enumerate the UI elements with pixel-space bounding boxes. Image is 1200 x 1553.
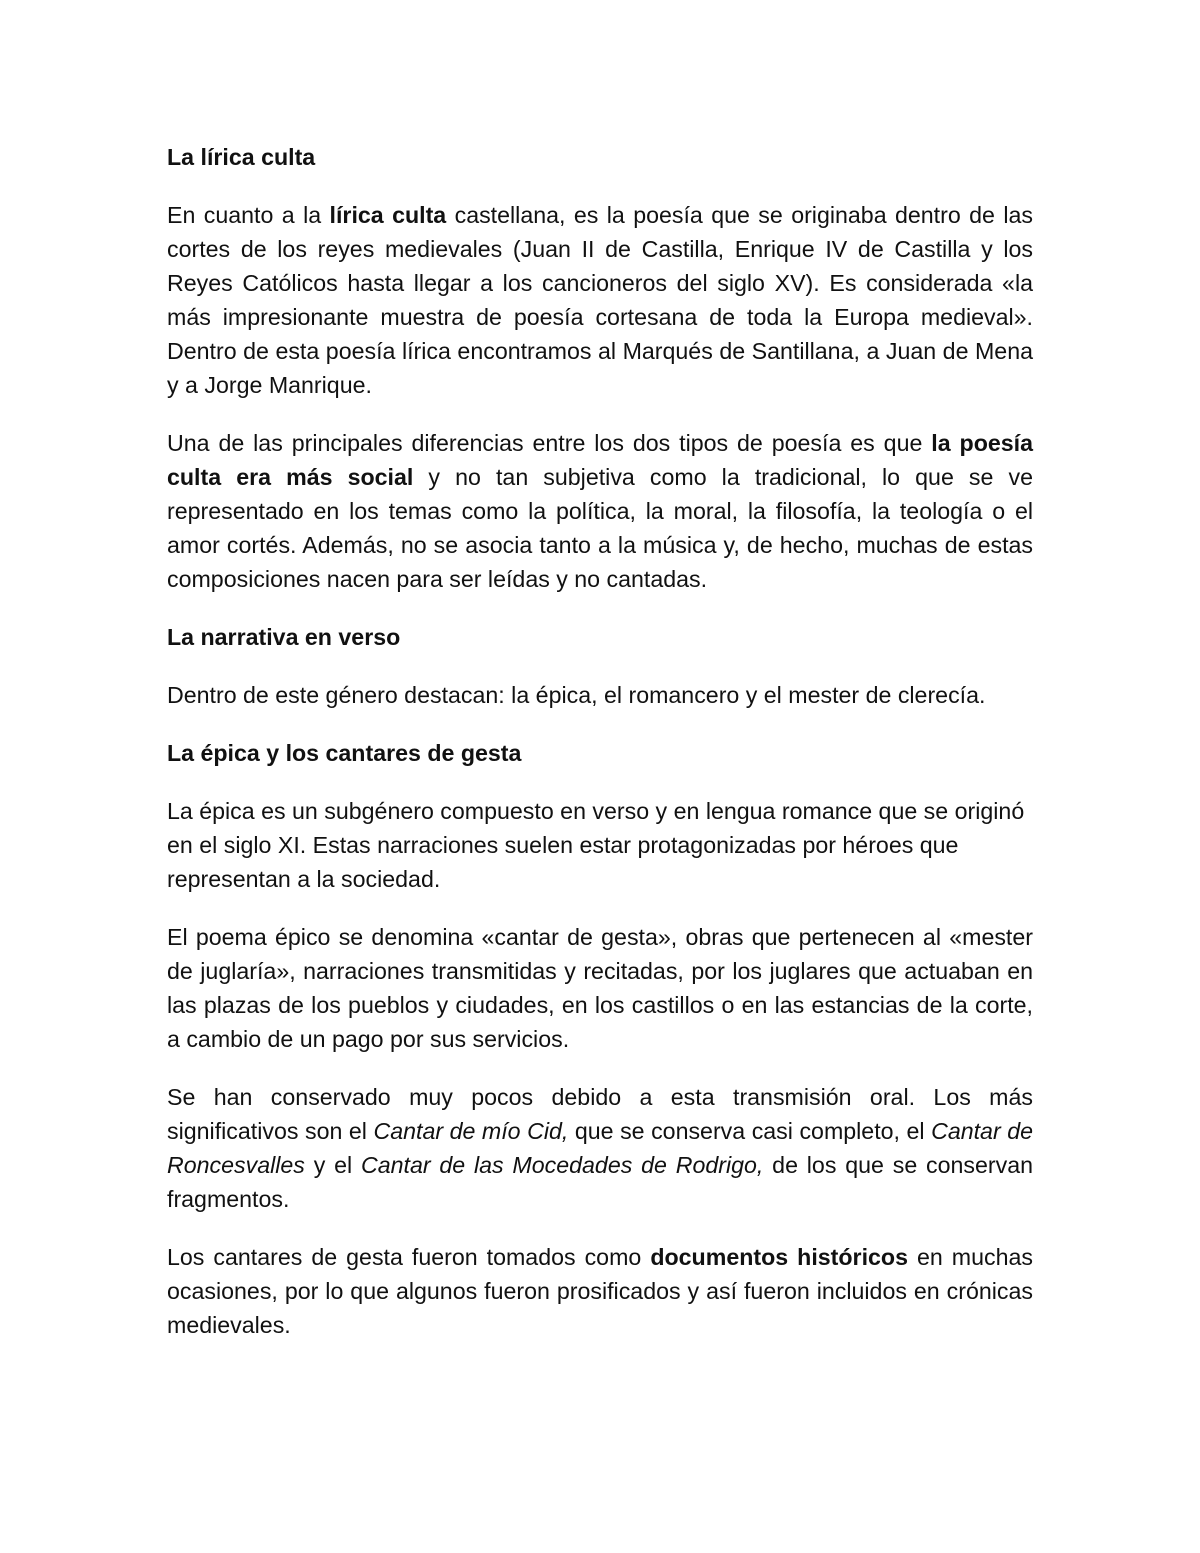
paragraph <box>167 794 1033 896</box>
text-run: en muchas ocasiones, por lo que algunos fueron prosificados y así fueron incluidos en crónicas medievales. <box>167 1244 1033 1338</box>
text-run: Dentro de este género destacan: la épica, el romancero y el mester de clerecía. <box>167 682 986 708</box>
section-heading: La narrativa en verso <box>167 624 401 650</box>
italic-text-run: Cantar de Roncesvalles <box>167 1118 1033 1178</box>
bold-text-run: la poesía culta era más social <box>167 430 1033 490</box>
bold-text-run: lírica culta <box>329 202 447 228</box>
text-run: Los cantares de gesta fueron tomados como <box>167 1244 651 1270</box>
paragraph <box>167 426 1033 596</box>
section-heading: La épica y los cantares de gesta <box>167 740 522 766</box>
paragraph <box>167 1240 1033 1342</box>
paragraph <box>167 198 1033 402</box>
text-run: castellana, es la poesía que se originaba dentro de las cortes de los reyes medievales (Juan II de Castilla, Enrique IV de Castilla y los Reyes Católicos hasta llegar a los cancioneros del siglo XV). Es considerada «la más impresionante muestra de poesía cortesana de toda la Europa medieval». Dentro de esta poesía lírica encontramos al Marqués de Santillana, a Juan de Mena y a Jorge Manrique. <box>167 202 1033 398</box>
text-run: La épica es un subgénero compuesto en verso y en lengua romance que se originó en el siglo XI. Estas narraciones suelen estar protagonizadas por héroes que representan a la sociedad. <box>167 798 1025 892</box>
paragraph <box>167 1080 1033 1216</box>
text-run: En cuanto a la <box>167 202 330 228</box>
text-run: y el <box>304 1152 361 1178</box>
text-run: y no tan subjetiva como la tradicional, lo que se ve representado en los temas como la política, la moral, la filosofía, la teología o el amor cortés. Además, no se asocia tanto a la música y, de hecho, muchas de estas composiciones nacen para ser leídas y no cantadas. <box>167 464 1033 592</box>
paragraph <box>167 920 1033 1056</box>
text-run: El poema épico se denomina «cantar de gesta», obras que pertenecen al «mester de juglaría», narraciones transmitidas y recitadas, por los juglares que actuaban en las plazas de los pueblos y ciudades, en los castillos o en las estancias de la corte, a cambio de un pago por sus servicios. <box>167 924 1033 1052</box>
paragraph <box>167 678 1033 712</box>
bold-text-run: documentos históricos <box>650 1244 908 1270</box>
italic-text-run: Cantar de mío Cid, <box>373 1118 569 1144</box>
document-page <box>167 140 1033 1366</box>
italic-text-run: Cantar de las Mocedades de Rodrigo, <box>360 1152 764 1178</box>
text-run: Se han conservado muy pocos debido a esta transmisión oral. Los más significativos son el <box>167 1084 1033 1144</box>
text-run: de los que se conservan fragmentos. <box>167 1152 1034 1212</box>
section-heading: La lírica culta <box>167 144 316 170</box>
text-run: Una de las principales diferencias entre los dos tipos de poesía es que <box>167 430 932 456</box>
text-run: que se conserva casi completo, el <box>568 1118 932 1144</box>
